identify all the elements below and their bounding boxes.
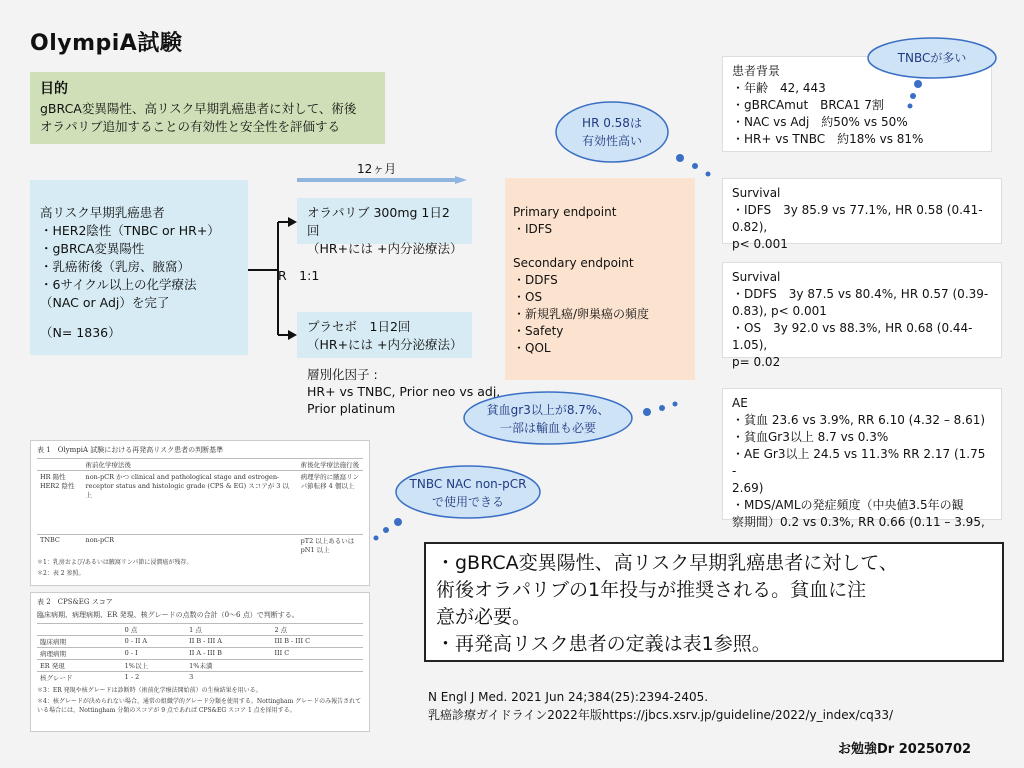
purpose-line: gBRCA変異陽性、高リスク早期乳癌患者に対して、術後 [40,101,357,116]
cloud-anemia-text: 貧血gr3以上が8.7%、 [486,403,610,417]
strat-line: HR+ vs TNBC, Prior neo vs adj, [307,384,501,399]
primary-endpoint-item: ・IDFS [513,222,553,236]
summary-line: 意が必要。 [436,606,532,628]
strat-line: 層別化因子 : [307,367,378,382]
background-line: ・NAC vs Adj 約50% vs 50% [732,115,908,129]
table1-image [30,440,370,586]
table2-cell [271,660,363,672]
secondary-endpoint-item: ・DDFS [513,273,558,287]
survival-line: p< 0.001 [732,237,788,251]
survival-line: p= 0.02 [732,355,781,369]
criteria-line: （NAC or Adj）を完了 [40,295,170,310]
table2-cell: 病理病期 [37,648,122,660]
table2-image [30,592,370,732]
cloud-hr-text: HR 0.58は [582,116,642,130]
reference-line: N Engl J Med. 2021 Jun 24;384(25):2394-2405. [428,690,709,704]
cloud-nac-text: TNBC NAC non-pCR [409,477,527,491]
background-line: ・HR+ vs TNBC 約18% vs 81% [732,132,924,146]
table2-cell: 1%以上 [122,660,186,672]
criteria-line: ・6サイクル以上の化学療法 [40,277,197,292]
table2-header: 2 点 [271,624,363,636]
table1-cell: 病理学的に腋窩リンパ節転移 4 個以上 [298,471,363,535]
cloud-anemia-text: 一部は輸血も必要 [499,421,597,435]
ae-line: 2.69) [732,481,764,495]
author-signature: お勉強Dr 20250702 [838,742,972,757]
table1-cell: TNBC [37,535,83,556]
table1-header: 術後化学療法施行後 [298,459,363,471]
table2-header [37,624,122,636]
secondary-endpoint-label: Secondary endpoint [513,256,634,270]
duration-label: 12ヶ月 [357,162,397,176]
table2-cell: III C [271,648,363,660]
table2-caption: 表 2 CPS&EG スコア [37,598,113,606]
purpose-line: オラパリブ追加することの有効性と安全性を評価する [40,119,341,134]
table2-cell: III B - III C [271,636,363,648]
survival-line: 0.83), p< 0.001 [732,304,827,318]
background-heading: 患者背景 [732,64,781,78]
table1-cell: pT2 以上あるいは pN1 以上 [298,535,363,556]
ae-line: ・MDS/AMLの発症頻度（中央値3.5年の観 [732,498,964,512]
table2-cell: 核グレード [37,672,122,684]
table1-note: ＊1：乳房および/あるいは腋窩リンパ節に浸潤癌が残存。 [37,559,193,566]
table2-cell: 3 [186,672,271,684]
table2-cell: ER 発現 [37,660,122,672]
primary-endpoint-label: Primary endpoint [513,205,617,219]
purpose-heading: 目的 [40,81,68,97]
arm-line: オラパリブ 300mg 1日2回 [307,205,450,238]
table2-cell: 0 - II A [122,636,186,648]
criteria-line: ・gBRCA変異陽性 [40,241,145,256]
table2-header: 0 点 [122,624,186,636]
table2-note: ＊3：ER 発現や核グレードは診断時（術前化学療法開始前）の生検結果を用いる。 [37,687,262,694]
arm-line: プラセボ 1日2回 [307,319,411,334]
ae-line: ・貧血 23.6 vs 3.9%, RR 6.10 (4.32 – 8.61) [732,413,986,427]
table2 [37,623,363,683]
table2-cell: 0 - I [122,648,186,660]
page-title: OlympiA試験 [30,31,183,56]
arm-line: （HR+には +内分泌療法） [307,337,463,352]
survival-heading: Survival [732,270,781,284]
table1-cell: non-pCR [83,535,298,556]
cloud-nac [374,466,541,541]
reference-line: 乳癌診療ガイドライン2022年版https://jbcs.xsrv.jp/guideline/2022/y_index/cq33/ [428,708,894,722]
criteria-line: 高リスク早期乳癌患者 [40,205,165,220]
secondary-endpoint-item: ・Safety [513,324,564,338]
background-line: ・年齢 42, 443 [732,81,826,95]
ae-line: ・貧血Gr3以上 8.7 vs 0.3% [732,430,889,444]
table1-header [37,459,83,471]
cloud-hr [556,102,711,177]
references [428,688,893,724]
ae-line: ・AE Gr3以上 24.5 vs 11.3% RR 2.17 (1.75 - [732,447,986,478]
secondary-endpoint-item: ・OS [513,290,543,304]
table2-note: ＊4：核グレードが決められない場合、通常の組織学的グレード分類を使用する。Nottingham グレードのみ報告されている場合には、Nottingham 分類のスコアが 9 点であれば CPS&EG スコア 1 点を採用する。 [37,698,362,714]
secondary-endpoint-item: ・新規乳癌/卵巣癌の頻度 [513,307,650,321]
arm-line: （HR+には +内分泌療法） [307,241,463,256]
cloud-tnbc-text: TNBCが多い [897,51,967,65]
table2-cell: 1 - 2 [122,672,186,684]
summary-line: ・再発高リスク患者の定義は表1参照。 [436,633,771,655]
patient-count: （N= 1836） [40,325,121,340]
table1-cell: non-pCR かつ clinical and pathological stage and estrogen-receptor status and histologic grade (CPS & EG) スコアが 3 以上 [83,471,298,535]
table1-cell: HR 陽性 HER2 陰性 [37,471,83,535]
table2-header: 1 点 [186,624,271,636]
table2-subcaption: 臨床病期、病理病期、ER 発現、核グレードの点数の合計（0〜6 点）で判断する。 [37,611,299,619]
randomization-label: R 1:1 [278,268,320,283]
survival-line: ・OS 3y 92.0 vs 88.3%, HR 0.68 (0.44-1.05), [732,321,973,352]
strat-line: Prior platinum [307,401,396,416]
ae-heading: AE [732,396,748,410]
criteria-line: ・乳癌術後（乳房、腋窩） [40,259,191,274]
cloud-anemia [464,392,678,444]
table1-note: ＊2：表 2 参照。 [37,570,85,577]
table1-header: 術前化学療法後 [83,459,298,471]
summary-line: 術後オラパリブの1年投与が推奨される。貧血に注 [436,579,867,601]
criteria-line: ・HER2陰性（TNBC or HR+） [40,223,220,238]
survival-heading: Survival [732,186,781,200]
table2-cell: 臨床病期 [37,636,122,648]
survival-line: ・DDFS 3y 87.5 vs 80.4%, HR 0.57 (0.39- [732,287,989,301]
table2-cell: 1%未満 [186,660,271,672]
cloud-hr-text: 有効性高い [581,134,643,148]
table1 [37,458,363,555]
cloud-nac-text: で使用できる [431,495,505,509]
summary-line: ・gBRCA変異陽性、高リスク早期乳癌患者に対して、 [436,552,898,574]
table1-caption: 表 1 OlympiA 試験における再発高リスク患者の判断基準 [37,446,224,454]
summary-box [424,542,1004,662]
table2-cell [271,672,363,684]
survival-line: ・IDFS 3y 85.9 vs 77.1%, HR 0.58 (0.41-0.82), [732,203,983,234]
table2-cell: II A - III B [186,648,271,660]
cloud-tnbc [868,38,996,109]
secondary-endpoint-item: ・QOL [513,341,551,355]
background-line: ・gBRCAmut BRCA1 7割 [732,98,884,112]
ae-line: 察期間）0.2 vs 0.3%, RR 0.66 (0.11 – 3.95, [732,515,985,529]
table2-cell: II B - III A [186,636,271,648]
